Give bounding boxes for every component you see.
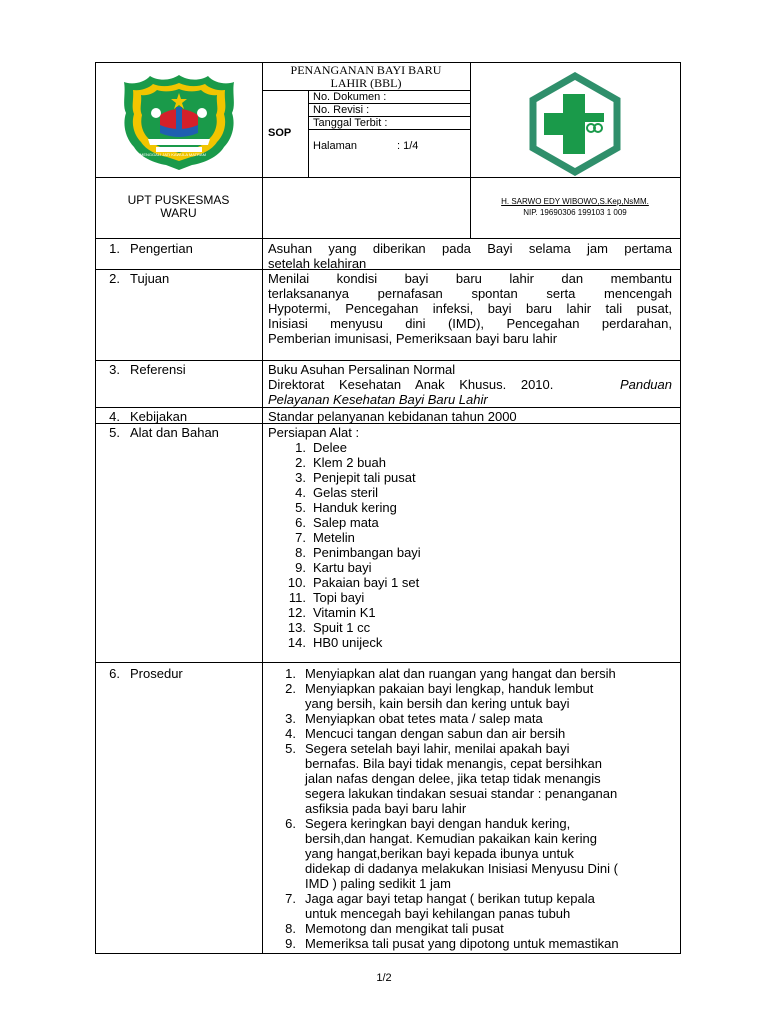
alat-item: Spuit 1 cc	[313, 620, 371, 635]
prosedur-step-number: 3.	[285, 711, 296, 726]
alat-item-number: 4.	[295, 485, 306, 500]
alat-item: Metelin	[313, 530, 355, 545]
alat-item: Kartu bayi	[313, 560, 372, 575]
prosedur-step-line: IMD ) paling sedikit 1 jam	[305, 876, 451, 891]
section-label-pengertian: Pengertian	[130, 241, 193, 256]
prosedur-step-number: 9.	[285, 936, 296, 951]
alat-item-number: 6.	[295, 515, 306, 530]
puskesmas-logo-icon	[527, 72, 623, 176]
alat-item: Salep mata	[313, 515, 379, 530]
page-value: : 1/4	[397, 140, 419, 152]
alat-item: Penimbangan bayi	[313, 545, 421, 560]
prosedur-step-line: bernafas. Bila bayi tidak menangis, cepat bersihkan	[305, 756, 603, 771]
page-label: Halaman	[313, 140, 358, 152]
alat-item: Vitamin K1	[313, 605, 376, 620]
prosedur-step-line: Memeriksa tali pusat yang dipotong untuk memastikan	[305, 936, 619, 951]
prosedur-step-line: Menyiapkan obat tetes mata / salep mata	[305, 711, 543, 726]
row-divider-5	[95, 662, 681, 663]
table-border-bottom	[95, 953, 681, 954]
prosedur-step-line: didekap di dadanya melakukan Inisiasi Menyusu Dini (	[305, 861, 618, 876]
section-label-prosedur: Prosedur	[130, 666, 183, 681]
header-bottom-divider	[95, 238, 681, 239]
tujuan-text-line: Menilai kondisi bayi baru lahir dan membantu	[268, 271, 672, 286]
alat-item: Handuk kering	[313, 500, 397, 515]
prosedur-step-line: Segera keringkan bayi dengan handuk kering,	[305, 816, 571, 831]
prosedur-step-number: 8.	[285, 921, 296, 936]
alat-item-number: 8.	[295, 545, 306, 560]
prosedur-step-line: Jaga agar bayi tetap hangat ( berikan tutup kepala	[305, 891, 595, 906]
section-label-alat: Alat dan Bahan	[130, 425, 219, 440]
alat-item-number: 10.	[287, 575, 306, 590]
kebijakan-text: Standar pelanyanan kebidanan tahun 2000	[268, 409, 517, 424]
signatory-name: H. SARWO EDY WIBOWO,S.Kep,NsMM.	[501, 197, 649, 206]
prosedur-step-line: Memotong dan mengikat tali pusat	[305, 921, 504, 936]
section-number: 2.	[109, 271, 120, 286]
alat-item-number: 2.	[295, 455, 306, 470]
body-column-divider	[262, 238, 263, 954]
prosedur-step-line: Menyiapkan pakaian bayi lengkap, handuk lembut	[305, 681, 594, 696]
prosedur-step-line: yang hangat,berikan bayi kepada ibunya untuk	[305, 846, 574, 861]
tujuan-text-line: Inisiasi menyusu dini (IMD), Pencegahan perdarahan,	[268, 316, 672, 331]
alat-intro: Persiapan Alat :	[268, 425, 360, 440]
revision-field: No. Revisi :	[313, 104, 370, 116]
prosedur-step-line: Segera setelah bayi lahir, menilai apakah bayi	[305, 741, 570, 756]
section-number: 4.	[109, 409, 120, 424]
prosedur-step-line: bersih,dan hangat. Kemudian pakaikan kain kering	[305, 831, 597, 846]
section-number: 3.	[109, 362, 120, 377]
alat-item: Penjepit tali pusat	[313, 470, 416, 485]
row-divider-2	[95, 360, 681, 361]
sop-title-line-2: LAHIR (BBL)	[330, 76, 402, 90]
emblem-banner-text: MENGGALI JATI KAWULA MATRAM	[140, 152, 206, 157]
prosedur-step-line: Menyiapkan alat dan ruangan yang hangat dan bersih	[305, 666, 616, 681]
page-number: 1/2	[376, 972, 392, 984]
section-number: 1.	[109, 241, 120, 256]
row-divider-1	[95, 269, 681, 270]
alat-item: Gelas steril	[313, 485, 379, 500]
alat-item-number: 11.	[288, 590, 306, 605]
alat-item-number: 3.	[295, 470, 306, 485]
org-name-line-1: UPT PUSKESMAS	[127, 193, 230, 207]
referensi-italic-title: Panduan	[619, 377, 672, 392]
alat-item-number: 13.	[287, 620, 306, 635]
prosedur-step-number: 1.	[285, 666, 296, 681]
referensi-line-1: Buku Asuhan Persalinan Normal	[268, 362, 456, 377]
sop-title-line-1: PENANGANAN BAYI BARU	[290, 63, 442, 77]
tujuan-text-line: terlaksananya pernafasan spontan serta mencengah	[268, 286, 672, 301]
prosedur-step-number: 6.	[285, 816, 296, 831]
alat-item-number: 12.	[287, 605, 306, 620]
prosedur-step-number: 2.	[285, 681, 296, 696]
prosedur-step-line: untuk mencegah bayi kehilangan panas tubuh	[305, 906, 571, 921]
prosedur-step-number: 4.	[285, 726, 296, 741]
referensi-line-3: Pelayanan Kesehatan Bayi Baru Lahir	[268, 392, 488, 407]
issue-date-field: Tanggal Terbit :	[313, 117, 388, 129]
alat-item: Klem 2 buah	[313, 455, 386, 470]
alat-item-number: 7.	[295, 530, 306, 545]
doc-field-line-3	[308, 129, 470, 130]
section-label-kebijakan: Kebijakan	[130, 409, 188, 424]
prosedur-step-line: jalan nafas dengan delee, jika tetap tidak menangis	[305, 771, 601, 786]
tujuan-text-line: Pemberian imunisasi, Pemeriksaan bayi baru lahir	[268, 331, 558, 346]
prosedur-step-line: yang bersih, kain bersih dan kering untuk bayi	[305, 696, 570, 711]
section-label-tujuan: Tujuan	[130, 271, 170, 286]
pengertian-text-line: Asuhan yang diberikan pada Bayi selama jam pertama	[268, 241, 672, 256]
pengertian-text-line: setelah kelahiran	[268, 256, 367, 271]
alat-item: Pakaian bayi 1 set	[313, 575, 420, 590]
alat-item-number: 14.	[287, 635, 306, 650]
org-name-line-2: WARU	[160, 206, 197, 220]
tujuan-text-line: Hypotermi, Pencegahan infeksi, bayi baru lahir tali pusat,	[268, 301, 672, 316]
alat-item-number: 5.	[295, 500, 306, 515]
row-divider-3	[95, 407, 681, 408]
header-row-divider	[95, 177, 681, 178]
referensi-citation: Direktorat Kesehatan Anak Khusus. 2010.	[268, 377, 554, 392]
prosedur-step-line: Mencuci tangan dengan sabun dan air bersih	[305, 726, 566, 741]
table-border-right	[680, 62, 681, 954]
prosedur-step-number: 5.	[285, 741, 296, 756]
prosedur-step-line: segera lakukan tindakan sesuai standar : penanganan	[305, 786, 618, 801]
signatory-nip: NIP. 19690306 199103 1 009	[523, 208, 627, 217]
alat-item: Delee	[313, 440, 347, 455]
alat-item: Topi bayi	[313, 590, 365, 605]
referensi-line-2	[268, 377, 672, 392]
prosedur-step-line: asfiksia pada bayi baru lahir	[305, 801, 467, 816]
doc-number-field: No. Dokumen :	[313, 91, 387, 103]
prosedur-step-number: 7.	[285, 891, 296, 906]
section-label-referensi: Referensi	[130, 362, 186, 377]
alat-item: HB0 unijeck	[313, 635, 383, 650]
sop-label: SOP	[268, 127, 292, 139]
alat-item-number: 9.	[295, 560, 306, 575]
alat-item-number: 1.	[295, 440, 306, 455]
section-number: 5.	[109, 425, 120, 440]
section-number: 6.	[109, 666, 120, 681]
